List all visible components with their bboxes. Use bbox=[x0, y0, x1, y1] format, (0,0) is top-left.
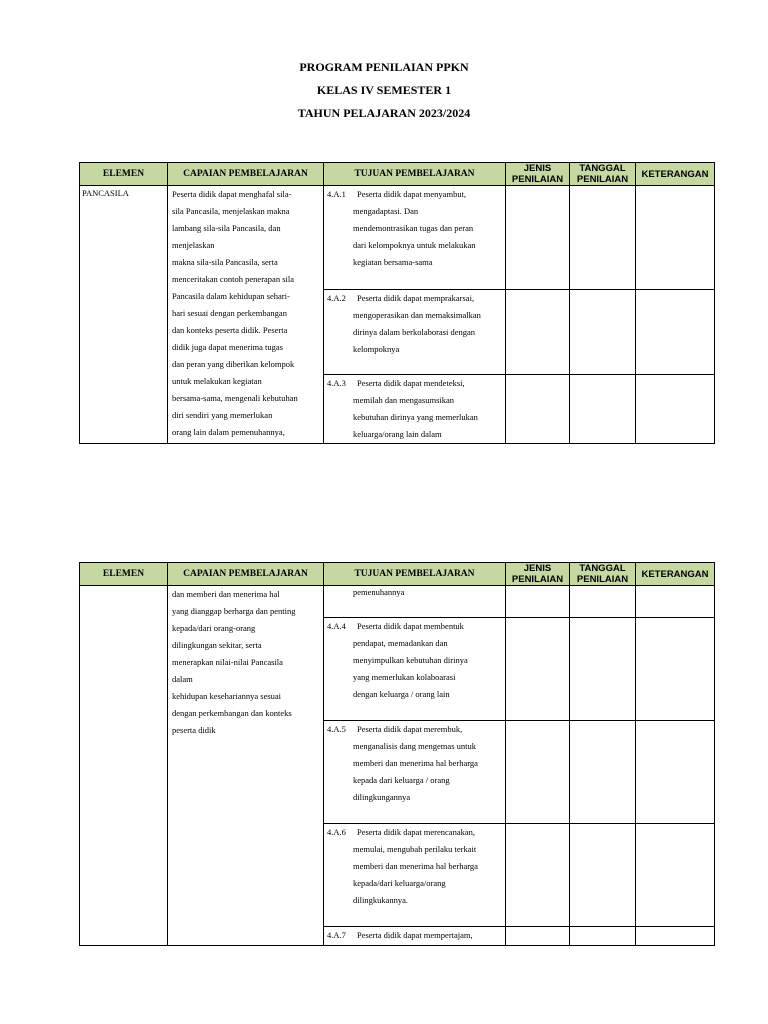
tanggal-cell bbox=[570, 586, 636, 618]
tujuan-code: 4.A.3 bbox=[327, 378, 346, 388]
tujuan-code: 4.A.7 bbox=[327, 930, 346, 940]
jenis-cell bbox=[506, 824, 570, 927]
tanggal-cell bbox=[570, 721, 636, 824]
capaian-line: hari sesuai dengan perkembangan bbox=[172, 308, 287, 318]
elemen-cell bbox=[80, 586, 168, 946]
jenis-cell bbox=[506, 375, 570, 444]
tujuan-line: dilingkungannya bbox=[353, 792, 411, 802]
tujuan-line: menyimpulkan kebutuhan dirinya bbox=[353, 655, 468, 665]
col-header-capaian: CAPAIAN PEMBELAJARAN bbox=[168, 563, 324, 586]
tujuan-item bbox=[324, 927, 505, 944]
tanggal-cell bbox=[570, 927, 636, 946]
tujuan-line: pendapat, memadankan dan bbox=[353, 638, 448, 648]
col-header-jenis: JENIS PENILAIAN bbox=[506, 163, 570, 186]
tujuan-line: memberi dan menerima hal berharga bbox=[353, 758, 478, 768]
elemen-label: PANCASILA bbox=[82, 188, 129, 198]
assessment-table-2 bbox=[79, 562, 715, 946]
tujuan-line: Peserta didik dapat merembuk, bbox=[357, 724, 463, 734]
col-header-tujuan: TUJUAN PEMBELAJARAN bbox=[324, 163, 506, 186]
capaian-line: dan memberi dan menerima hal bbox=[172, 589, 280, 599]
tujuan-line: dilingkukannya. bbox=[353, 895, 409, 905]
doc-title-line1: PROGRAM PENILAIAN PPKN bbox=[299, 60, 469, 74]
assessment-table-1 bbox=[79, 162, 715, 444]
jenis-cell bbox=[506, 186, 570, 290]
tujuan-item bbox=[324, 186, 505, 271]
capaian-line: dilingkungan sekitar, serta bbox=[172, 640, 262, 650]
tujuan-item bbox=[324, 824, 505, 909]
doc-title-line3: TAHUN PELAJARAN 2023/2024 bbox=[297, 106, 471, 120]
capaian-line: yang dianggap berharga dan penting bbox=[172, 606, 296, 616]
capaian-line: sila Pancasila, menjelaskan makna bbox=[172, 206, 290, 216]
tujuan-line: Peserta didik dapat membentuk bbox=[357, 621, 464, 631]
tanggal-cell bbox=[570, 618, 636, 721]
tujuan-cell bbox=[324, 618, 506, 721]
tujuan-line: mendemontrasikan tugas dan peran bbox=[353, 223, 474, 233]
tujuan-line: mengoperasikan dan memaksimalkan bbox=[353, 310, 481, 320]
tanggal-cell bbox=[570, 375, 636, 444]
tujuan-line: Peserta didik dapat menyambut, bbox=[357, 189, 467, 199]
capaian-text bbox=[168, 586, 323, 739]
col-header-keterangan: KETERANGAN bbox=[636, 163, 715, 186]
tujuan-item bbox=[324, 721, 505, 806]
capaian-line: menceritakan contoh penerapan sila bbox=[172, 274, 295, 284]
capaian-line: peserta didik bbox=[172, 725, 216, 735]
tujuan-line: keluarga/orang lain dalam bbox=[353, 429, 442, 439]
tujuan-line: kebutuhan dirinya yang memerlukan bbox=[353, 412, 478, 422]
tujuan-line: memilah dan mengasumsikan bbox=[353, 395, 455, 405]
capaian-line: Pancasila dalam kehidupan sehari- bbox=[172, 291, 290, 301]
keterangan-cell bbox=[636, 290, 715, 375]
tujuan-line: Peserta didik dapat merencanakan, bbox=[357, 827, 476, 837]
tujuan-continuation: pemenuhannya bbox=[353, 587, 405, 597]
tujuan-code: 4.A.2 bbox=[327, 293, 346, 303]
capaian-line: lambang sila-sila Pancasila, dan bbox=[172, 223, 281, 233]
jenis-cell bbox=[506, 927, 570, 946]
tujuan-cell bbox=[324, 186, 506, 290]
jenis-cell bbox=[506, 618, 570, 721]
tujuan-code: 4.A.4 bbox=[327, 621, 346, 631]
tanggal-cell bbox=[570, 186, 636, 290]
tujuan-cell bbox=[324, 586, 506, 618]
elemen-cell bbox=[80, 186, 168, 444]
tujuan-line: kelompoknya bbox=[353, 344, 400, 354]
doc-title-line2: KELAS IV SEMESTER 1 bbox=[316, 83, 452, 97]
tujuan-line: dirinya dalam berkolaborasi dengan bbox=[353, 327, 476, 337]
capaian-cell bbox=[168, 586, 324, 946]
tujuan-cell bbox=[324, 927, 506, 946]
capaian-line: menjelaskan bbox=[172, 240, 215, 250]
col-header-tanggal: TANGGAL PENILAIAN bbox=[570, 163, 636, 186]
capaian-line: dalam bbox=[172, 674, 193, 684]
tujuan-item bbox=[324, 375, 505, 443]
keterangan-cell bbox=[636, 824, 715, 927]
col-header-keterangan: KETERANGAN bbox=[636, 563, 715, 586]
keterangan-cell bbox=[636, 721, 715, 824]
tujuan-line: Peserta didik dapat mendeteksi, bbox=[357, 378, 465, 388]
col-header-elemen: ELEMEN bbox=[80, 163, 168, 186]
capaian-line: orang lain dalam pemenuhannya, bbox=[172, 427, 285, 437]
tujuan-code: 4.A.6 bbox=[327, 827, 346, 837]
capaian-line: kehidupan kesehariannya sesuai bbox=[172, 691, 282, 701]
capaian-line: dan peran yang diberikan kelompok bbox=[172, 359, 295, 369]
keterangan-cell bbox=[636, 927, 715, 946]
jenis-cell bbox=[506, 586, 570, 618]
col-header-tanggal: TANGGAL PENILAIAN bbox=[570, 563, 636, 586]
capaian-line: bersama-sama, mengenali kebutuhan bbox=[172, 393, 298, 403]
capaian-line: makna sila-sila Pancasila, serta bbox=[172, 257, 278, 267]
tujuan-cell bbox=[324, 721, 506, 824]
capaian-line: kepada/dari orang-orang bbox=[172, 623, 256, 633]
tujuan-line: Peserta didik dapat mempertajam, bbox=[357, 930, 473, 940]
capaian-line: didik juga dapat menerima tugas bbox=[172, 342, 283, 352]
tujuan-line: yang memerlukan kolaboarasi bbox=[353, 672, 456, 682]
capaian-line: dan konteks peserta didik. Peserta bbox=[172, 325, 288, 335]
col-header-elemen: ELEMEN bbox=[80, 563, 168, 586]
tujuan-cell bbox=[324, 290, 506, 375]
capaian-cell bbox=[168, 186, 324, 444]
tujuan-line: mengadaptasi. Dan bbox=[353, 206, 419, 216]
tujuan-line: memberi dan menerima hal berharga bbox=[353, 861, 478, 871]
jenis-cell bbox=[506, 290, 570, 375]
jenis-cell bbox=[506, 721, 570, 824]
tujuan-code: 4.A.5 bbox=[327, 724, 346, 734]
keterangan-cell bbox=[636, 375, 715, 444]
capaian-line: untuk melakukan kegiatan bbox=[172, 376, 262, 386]
tujuan-line: kegiatan bersama-sama bbox=[353, 257, 433, 267]
col-header-tujuan: TUJUAN PEMBELAJARAN bbox=[324, 563, 506, 586]
capaian-line: Peserta didik dapat menghafal sila- bbox=[172, 189, 292, 199]
tujuan-line: dari kelompoknya untuk melakukan bbox=[353, 240, 476, 250]
tujuan-cell bbox=[324, 824, 506, 927]
keterangan-cell bbox=[636, 186, 715, 290]
tujuan-line: Peserta didik dapat memprakarsai, bbox=[357, 293, 475, 303]
col-header-capaian: CAPAIAN PEMBELAJARAN bbox=[168, 163, 324, 186]
tujuan-line: dengan keluarga / orang lain bbox=[353, 689, 450, 699]
tujuan-item bbox=[324, 618, 505, 703]
tujuan-line: kepada/dari keluarga/orang bbox=[353, 878, 446, 888]
capaian-line: diri sendiri yang memerlukan bbox=[172, 410, 273, 420]
keterangan-cell bbox=[636, 618, 715, 721]
tanggal-cell bbox=[570, 824, 636, 927]
tujuan-line: memulai, mengubah perilaku terkait bbox=[353, 844, 477, 854]
capaian-text bbox=[168, 186, 323, 441]
keterangan-cell bbox=[636, 586, 715, 618]
capaian-line: menerapkan nilai-nilai Pancasila bbox=[172, 657, 283, 667]
col-header-jenis: JENIS PENILAIAN bbox=[506, 563, 570, 586]
tujuan-item bbox=[324, 290, 505, 358]
tujuan-code: 4.A.1 bbox=[327, 189, 346, 199]
tujuan-line: kepada dari keluarga / orang bbox=[353, 775, 450, 785]
tujuan-line: menganalisis dang mengemas untuk bbox=[353, 741, 476, 751]
tujuan-cell bbox=[324, 375, 506, 444]
capaian-line: dengan perkembangan dan konteks bbox=[172, 708, 292, 718]
tanggal-cell bbox=[570, 290, 636, 375]
